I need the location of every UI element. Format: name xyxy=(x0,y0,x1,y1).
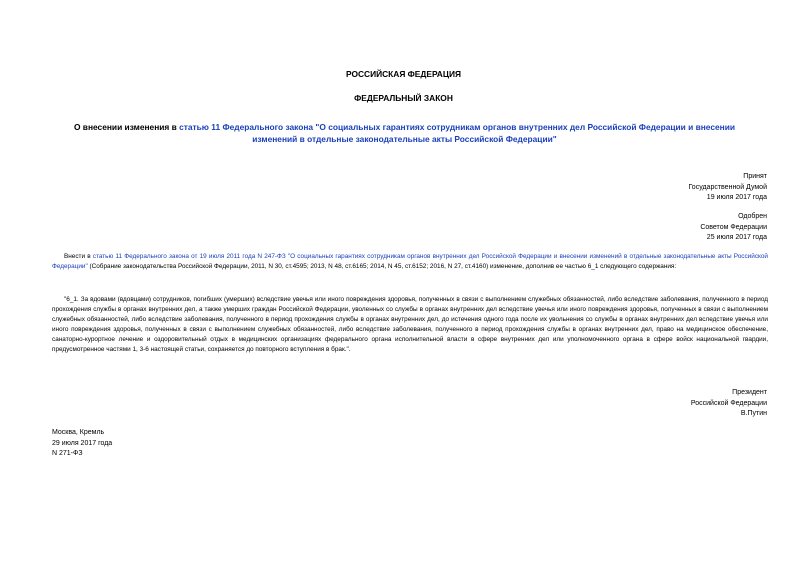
signature-name: В.Путин xyxy=(740,410,767,417)
accepted-label: Принят xyxy=(743,173,767,180)
title-prefix: О внесении изменения в xyxy=(73,122,180,132)
law-type-heading: ФЕДЕРАЛЬНЫЙ ЗАКОН xyxy=(354,93,453,103)
law-title xyxy=(52,121,757,145)
p2-text: "6_1. За вдовами (вдовцами) сотрудников, погибших (умерших) вследствие увечья или иного повреждения здоровья, полученных в связи с выполнением служебных обязанностей, либо вследствие заболевания, полученного в период прохождения службы в органах внутренних дел, а также умерших граждан Российской Федерации, уволенных со службы в органах внутренних дел вследствие увечья или иного повреждения здоровья, полученных в связи с выполнением служебных обязанностей, либо вследствие заболевания, полученного в период прохождения службы в органах внутренних дел, до истечения одного года после их увольнения со службы в органах внутренних дел вследствие увечья или иного повреждения здоровья, полученных в связи с выполнением служебных обязанностей, либо вследствие заболевания, полученного в период прохождения службы в органах внутренних дел, право на медицинское обеспечение, санаторно-курортное лечение и оздоровительный отдых в медицинских организациях федерального органа исполнительной власти в сфере внутренних дел или уполномоченного органа в сфере войск национальной гвардии, предусмотренное частями 1, 3-6 настоящей статьи, сохраняется до повторного вступления в брак.". xyxy=(52,296,768,353)
p1-end: (Собрание законодательства Российской Федерации, 2011, N 30, ст.4595; 2013, N 48, ст.6165; 2014, N 45, ст.6152; 2016, N 27, ст.4160) изменение, дополнив ее частью 6_1 следующего содержания: xyxy=(87,263,677,270)
approved-label: Одобрен xyxy=(738,213,767,220)
signature-block xyxy=(691,388,767,420)
accepted-by: Государственной Думой xyxy=(688,183,767,191)
accepted-date: 19 июля 2017 года xyxy=(706,194,767,201)
title-link[interactable]: статью 11 Федерального закона "О социальных гарантиях сотрудникам органов внутренних дел Российской Федерации и внесении изменений в отдельные законодательные акты Российской Федерации" xyxy=(179,122,736,144)
paragraph-amendment xyxy=(52,252,768,272)
p1-start: Внести в xyxy=(64,253,93,260)
signing-place: Москва, Кремль xyxy=(52,429,105,436)
adoption-duma xyxy=(688,172,767,204)
approved-by: Советом Федерации xyxy=(700,223,767,231)
country-heading: РОССИЙСКАЯ ФЕДЕРАЦИЯ xyxy=(345,69,462,79)
law-number: N 271-ФЗ xyxy=(52,450,83,457)
adoption-council xyxy=(700,212,767,244)
signing-details xyxy=(52,428,112,460)
approved-date: 25 июля 2017 года xyxy=(706,234,767,241)
signing-date: 29 июля 2017 года xyxy=(52,439,113,447)
signature-position: Президент xyxy=(732,389,767,396)
signature-country: Российской Федерации xyxy=(690,399,767,407)
paragraph-new-part xyxy=(52,295,768,355)
p1-link[interactable]: статью 11 Федерального закона от 19 июля 2011 года N 247-ФЗ "О социальных гарантиях сотрудникам органов внутренних дел Российской Федерации и внесении изменений в отдельные законодательные акты Российской Федерации" xyxy=(52,253,769,270)
